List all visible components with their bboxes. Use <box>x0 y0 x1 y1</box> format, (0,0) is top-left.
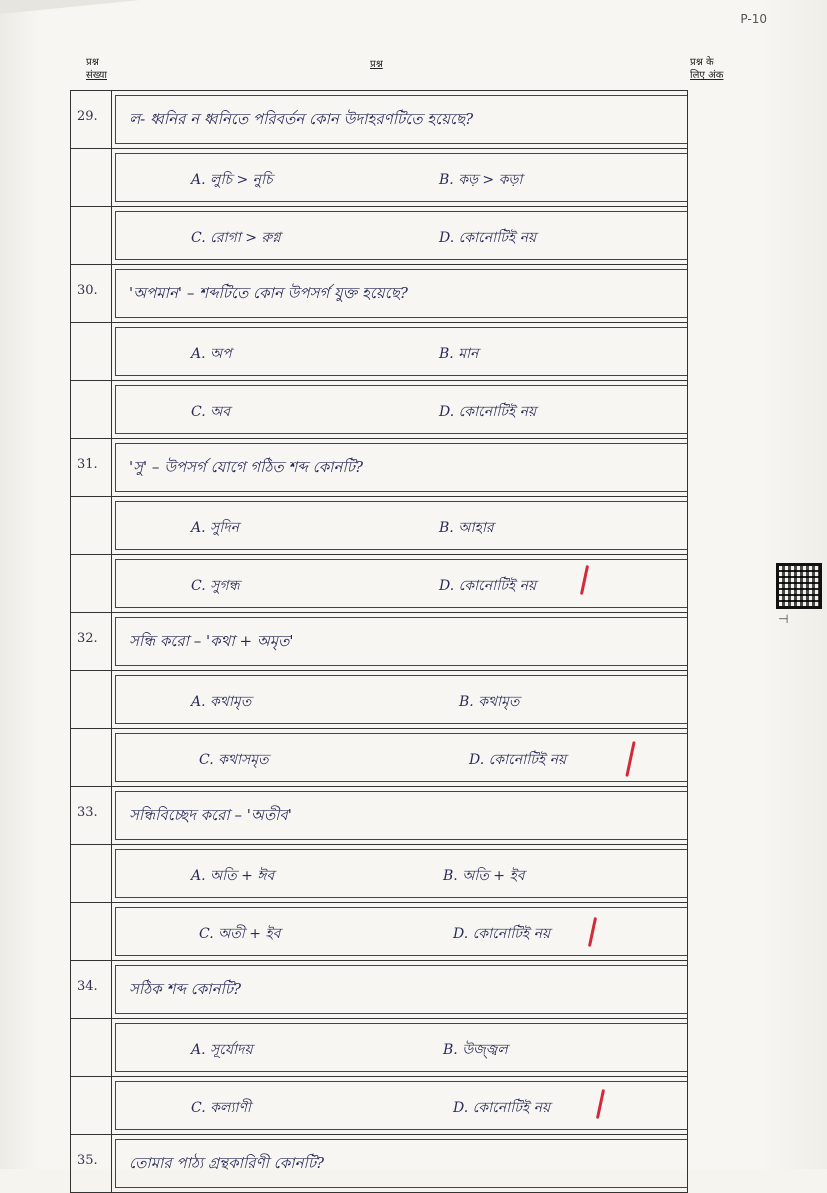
option-b: B. কথামৃত <box>459 694 520 710</box>
number-cell <box>71 497 112 554</box>
option-row <box>71 207 687 265</box>
question-number: 35. <box>77 1153 98 1168</box>
header-question-number-label <box>86 56 107 82</box>
option-row <box>71 497 687 555</box>
question-row <box>71 90 687 149</box>
number-cell <box>71 1019 112 1076</box>
option-a: A. লুচি > নুচি <box>191 172 273 188</box>
option-row <box>71 323 687 381</box>
number-cell <box>71 91 112 148</box>
option-a: A. অতি + ঈব <box>191 868 275 884</box>
question-row <box>71 961 687 1019</box>
question-text: ল- ধ্বনির ন ধ্বনিতে পরিবর্তন কোন উদাহরণটিতে হয়েছে? <box>129 110 474 128</box>
option-a: A. সুদিন <box>191 520 239 536</box>
question-row <box>71 787 687 845</box>
option-a: A. অপ <box>191 346 232 362</box>
number-cell <box>71 903 112 960</box>
question-number: 29. <box>77 109 98 124</box>
question-text: সঠিক শব্দ কোনটি? <box>129 980 242 998</box>
number-cell <box>71 207 112 264</box>
option-d: D. কোনোটিই নয় <box>439 230 537 246</box>
header-marks-label <box>690 56 723 82</box>
question-text: তোমার পাঠ্য গ্রন্থকারিণী কোনটি? <box>129 1154 325 1172</box>
question-number: 30. <box>77 283 98 298</box>
side-mark-icon: ⊣ <box>778 612 789 626</box>
option-c: C. কল্যাণী <box>191 1100 251 1116</box>
number-cell <box>71 671 112 728</box>
option-c: C. অতী + ইব <box>199 926 281 942</box>
option-d: D. কোনোটিই নয় <box>439 404 537 420</box>
question-text: 'সু' – উপসর্গ যোগে গঠিত শব্দ কোনটি? <box>129 458 363 476</box>
header-left-line1: प्रश्न <box>86 57 99 68</box>
page-fold <box>0 0 140 14</box>
option-d: D. কোনোটিই নয় <box>453 926 551 942</box>
header-left-line2: संख्या <box>86 70 107 81</box>
number-cell <box>71 149 112 206</box>
qr-code-icon <box>776 563 822 609</box>
option-c: C. সুগন্ধ <box>191 578 240 594</box>
answer-table <box>70 90 688 1193</box>
number-cell <box>71 555 112 612</box>
question-number: 31. <box>77 457 98 472</box>
header-right-line1: प्रश्न के <box>690 57 714 68</box>
question-row <box>71 1135 687 1193</box>
option-b: B. উজ্জ্বল <box>443 1042 508 1058</box>
number-cell <box>71 323 112 380</box>
option-row <box>71 845 687 903</box>
option-row <box>71 149 687 207</box>
number-cell <box>71 265 112 322</box>
option-b: B. আহার <box>439 520 494 536</box>
question-text: সন্ধিবিচ্ছেদ করো – 'অতীব' <box>129 806 292 824</box>
question-row <box>71 265 687 323</box>
option-c: C. কথাসমৃত <box>199 752 269 768</box>
number-cell <box>71 613 112 670</box>
option-d: D. কোনোটিই নয় <box>453 1100 551 1116</box>
header-question-label: प्रश्न <box>370 59 383 70</box>
question-row <box>71 613 687 671</box>
option-d: D. কোনোটিই নয় <box>439 578 537 594</box>
question-text: 'অপমান' – শব্দটিতে কোন উপসর্গ যুক্ত হয়েছে? <box>129 284 408 302</box>
option-row <box>71 1019 687 1077</box>
option-b: B. কড় > কড়া <box>439 172 523 188</box>
number-cell <box>71 729 112 786</box>
option-row <box>71 381 687 439</box>
option-b: B. মান <box>439 346 479 362</box>
option-b: B. অতি + ইব <box>443 868 525 884</box>
option-c: C. অব <box>191 404 231 420</box>
question-number: 34. <box>77 979 98 994</box>
option-a: A. সূর্যোদয় <box>191 1042 253 1058</box>
question-number: 33. <box>77 805 98 820</box>
option-row <box>71 729 687 787</box>
option-row <box>71 671 687 729</box>
number-cell <box>71 787 112 844</box>
option-row <box>71 555 687 613</box>
question-number: 32. <box>77 631 98 646</box>
option-row <box>71 903 687 961</box>
option-c: C. রোগা > রুগ্ন <box>191 230 281 246</box>
option-a: A. কথামৃত <box>191 694 252 710</box>
question-text: সন্ধি করো – 'কথা + অমৃত' <box>129 632 294 650</box>
page-number: P-10 <box>740 12 767 26</box>
number-cell <box>71 381 112 438</box>
number-cell <box>71 1077 112 1134</box>
number-cell <box>71 1135 112 1192</box>
number-cell <box>71 439 112 496</box>
header-right-line2: लिए अंक <box>690 70 724 81</box>
question-row <box>71 439 687 497</box>
number-cell <box>71 961 112 1018</box>
option-d: D. কোনোটিই নয় <box>469 752 567 768</box>
option-row <box>71 1077 687 1135</box>
number-cell <box>71 845 112 902</box>
